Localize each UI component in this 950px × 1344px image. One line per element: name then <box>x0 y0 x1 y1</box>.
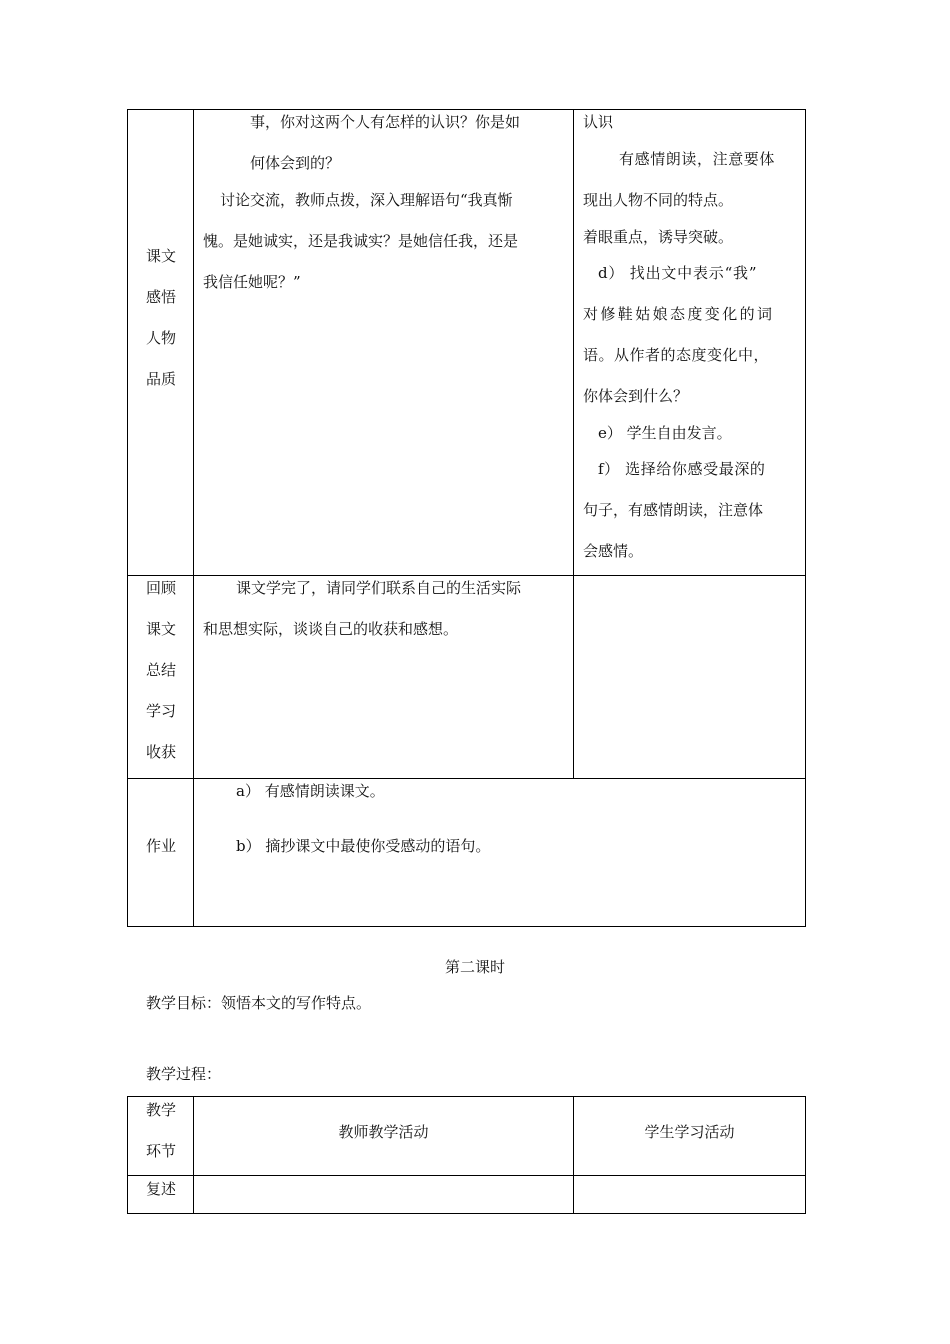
section-title: 第二课时 <box>444 958 505 976</box>
teaching-goal: 教学目标：领悟本文的写作特点。 <box>146 994 372 1012</box>
process-label: 教学过程： <box>146 1065 222 1083</box>
stage-label-review: 回顾 课文 总结 学习 收获 <box>145 579 176 761</box>
stage-label-appreciate: 课文 感悟 人物 品质 <box>145 247 176 388</box>
header-student-activity: 学生学习活动 <box>644 1123 735 1141</box>
stage-label-homework: 作业 <box>145 837 176 855</box>
header-teacher-activity: 教师教学活动 <box>338 1123 429 1141</box>
stage-label-retell: 复述 <box>145 1180 176 1198</box>
header-stage: 教学 环节 <box>145 1101 176 1160</box>
